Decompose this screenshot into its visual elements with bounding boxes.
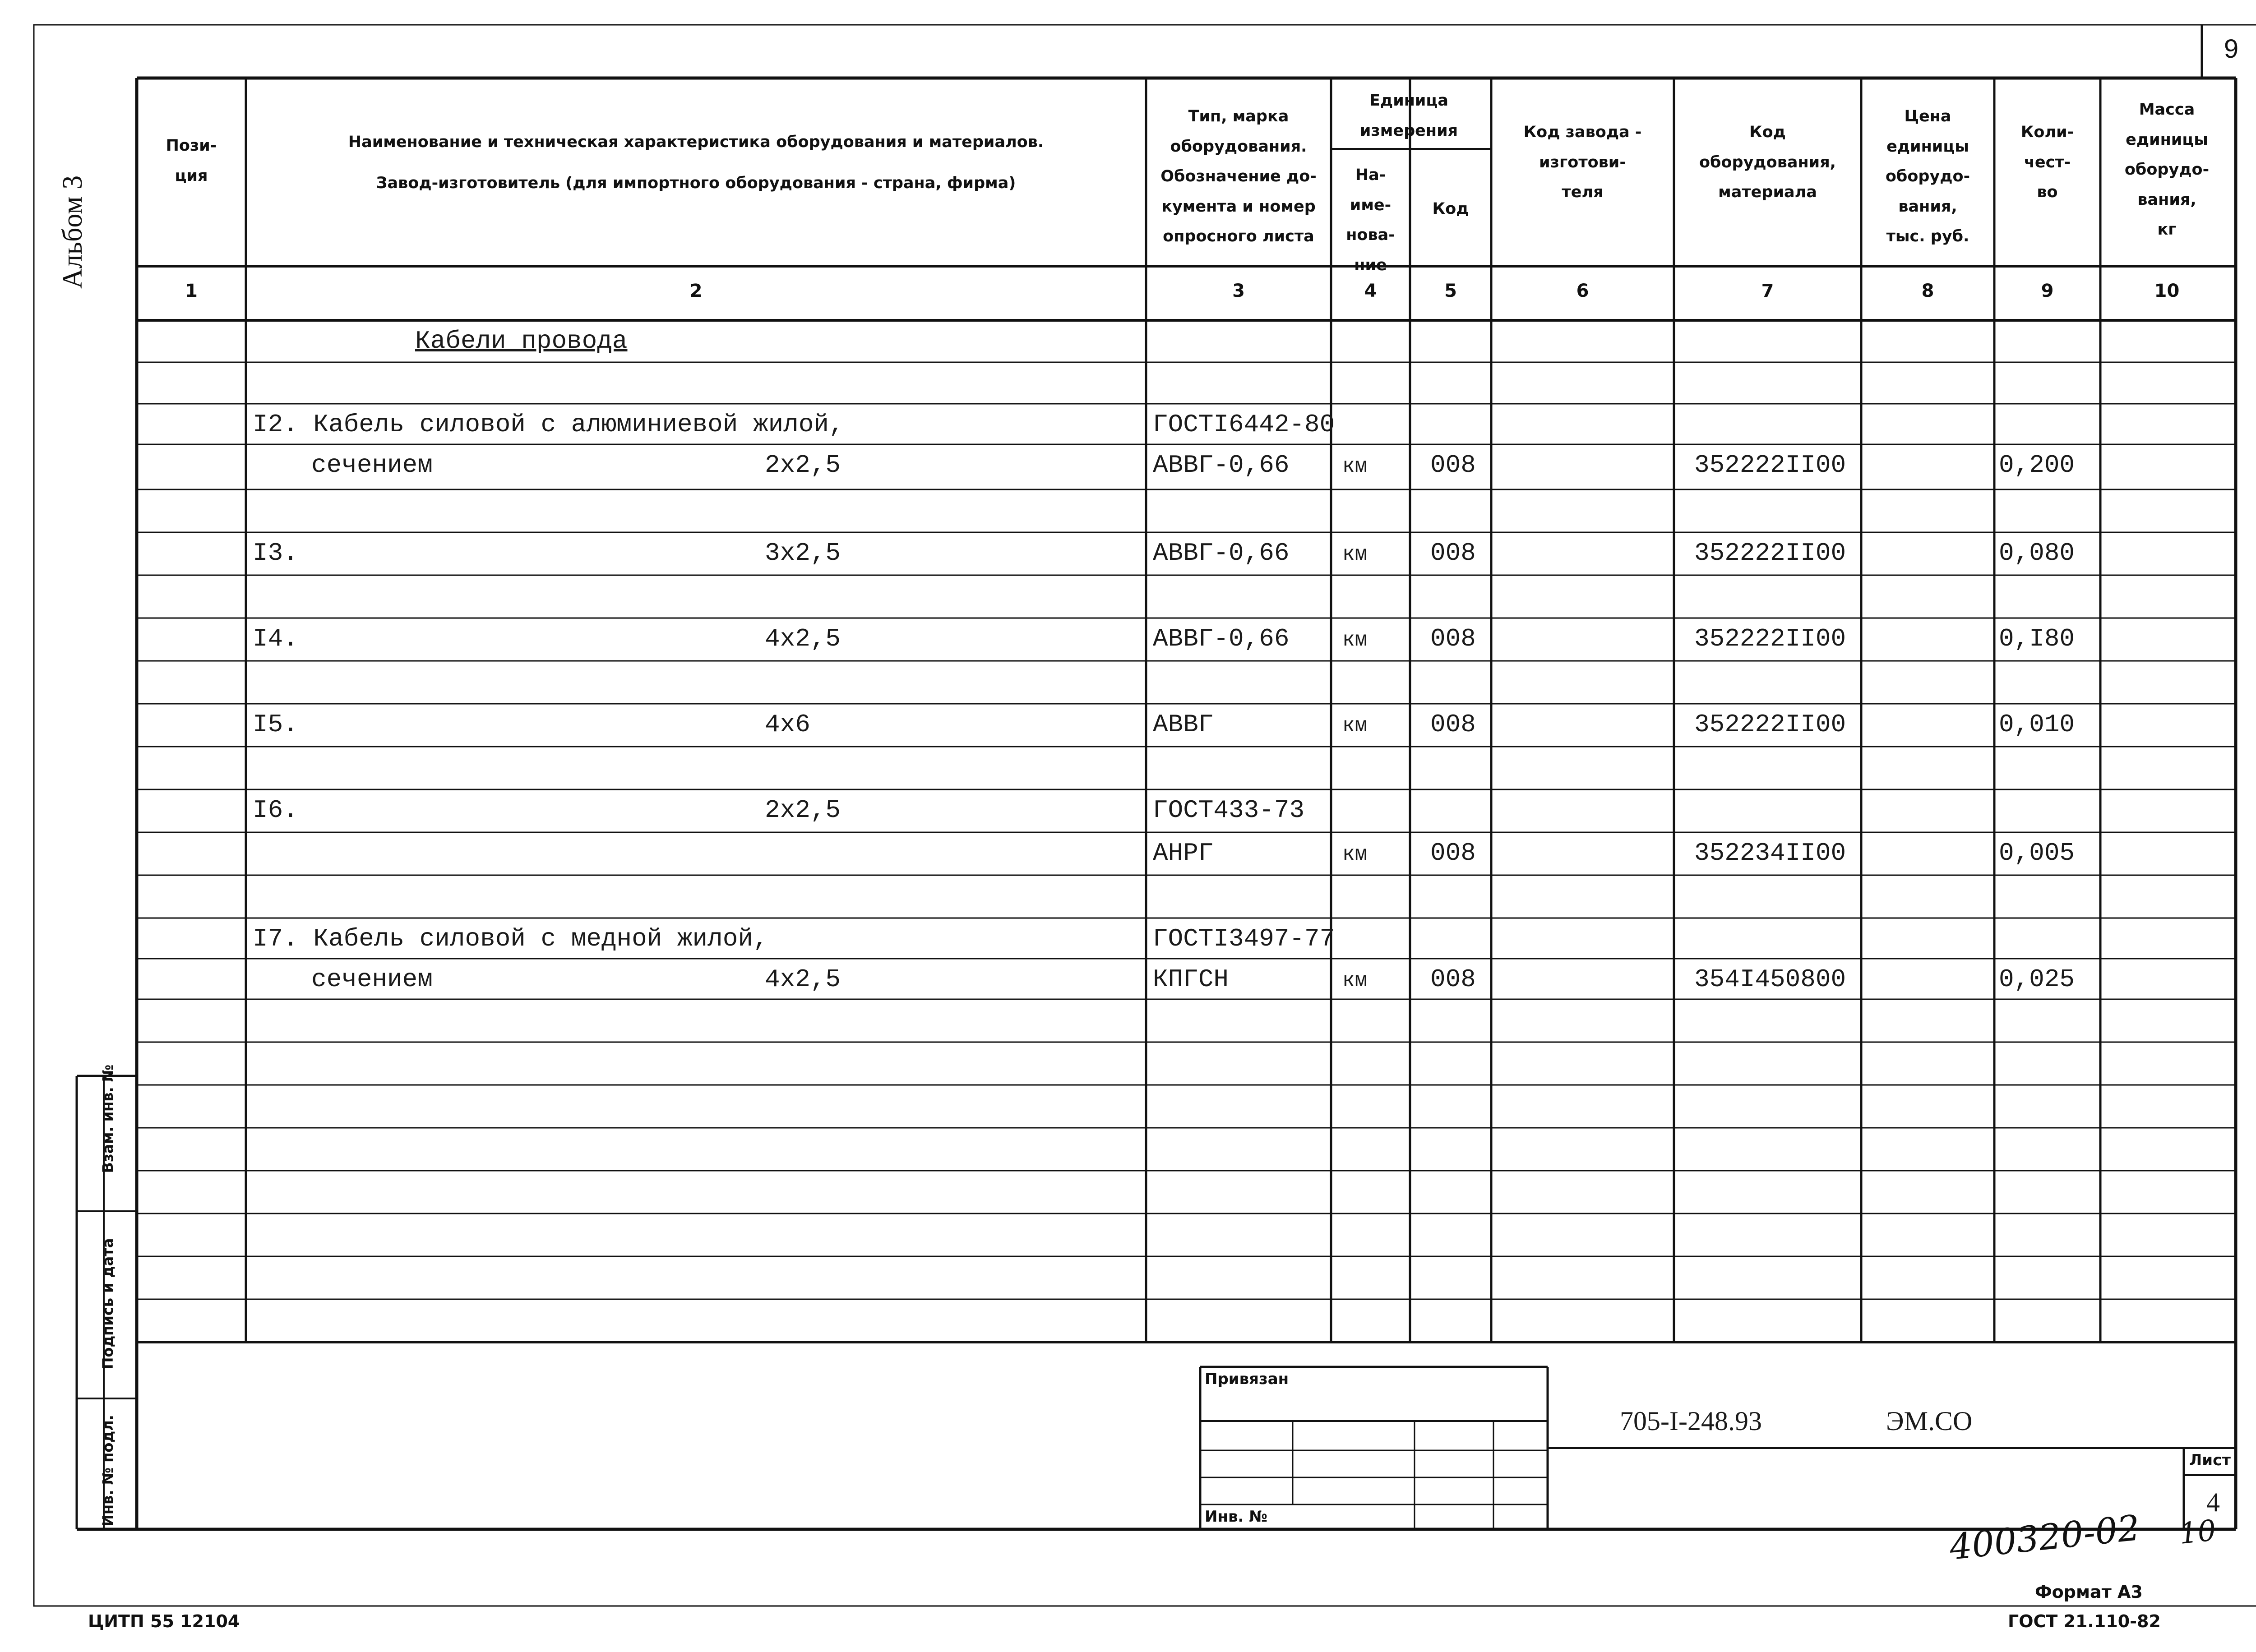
row-name: I5.	[253, 710, 298, 739]
stamp-podpis-data: Подпись и дата	[99, 1238, 116, 1370]
column-number-5: 5	[1444, 281, 1457, 301]
column-header-2: Наименование и техническая характеристика оборудования и материалов. Завод-изготовитель (для импортного оборудования - страна, фирма)	[348, 133, 1044, 192]
row-type: АВВГ-0,66	[1153, 624, 1290, 653]
row-name: сечением	[311, 965, 433, 994]
column-number-2: 2	[689, 281, 703, 301]
row-section: 3х2,5	[765, 539, 841, 568]
row-unit-code: 008	[1430, 451, 1476, 480]
album-label: Альбом 3	[57, 175, 88, 289]
column-header-6: Код завода - изготови- теля	[1523, 123, 1642, 201]
column-number-6: 6	[1576, 281, 1589, 301]
column-header-7: Код оборудования, материала	[1699, 123, 1836, 201]
document-designation: 705-I-248.93	[1620, 1406, 1762, 1436]
row-unit: км	[1342, 628, 1368, 652]
footer-left: ЦИТП 55 12104	[88, 1611, 240, 1631]
row-section: 2х2,5	[765, 796, 841, 825]
column-header-8: Цена единицы оборудо- вания, тыс. руб.	[1885, 107, 1970, 245]
row-material-code: 352222II00	[1694, 539, 1846, 568]
column-header-10: Масса единицы оборудо- вания, кг	[2124, 101, 2210, 239]
column-number-10: 10	[2154, 281, 2180, 301]
row-section: 2х2,5	[765, 451, 841, 480]
row-material-code: 352222II00	[1694, 624, 1846, 653]
row-material-code: 352234II00	[1694, 839, 1846, 868]
row-type: АВВГ	[1153, 710, 1214, 739]
row-section: 4х2,5	[765, 965, 841, 994]
row-unit: км	[1342, 714, 1368, 738]
row-name: I7. Кабель силовой с медной жилой,	[253, 924, 768, 953]
row-unit-code: 008	[1430, 839, 1476, 868]
row-quantity: 0,005	[1999, 839, 2075, 868]
stamp-privyazan: Привязан	[1205, 1370, 1289, 1388]
row-name: Кабели провода	[415, 327, 628, 355]
row-type: ГОСТI6442-80	[1153, 410, 1335, 439]
row-name: I6.	[253, 796, 298, 825]
list-number: 4	[2206, 1487, 2220, 1517]
row-type: КПГСН	[1153, 965, 1229, 994]
row-section: 4х6	[765, 710, 810, 739]
row-type: ГОСТI3497-77	[1153, 924, 1335, 953]
column-header-3: Тип, марка оборудования. Обозначение до- кумента и номер опросного листа	[1160, 107, 1317, 245]
row-quantity: 0,025	[1999, 965, 2075, 994]
column-number-4: 4	[1364, 281, 1377, 301]
row-type: АНРГ	[1153, 839, 1214, 868]
document-code: ЭМ.СО	[1886, 1406, 1973, 1436]
column-number-1: 1	[185, 281, 198, 301]
row-name: сечением	[311, 451, 433, 480]
row-unit-code: 008	[1430, 539, 1476, 568]
stamp-vzam-inv: Взам. инв. №	[99, 1064, 116, 1173]
column-header-1: Пози- ция	[166, 137, 217, 185]
stamp-inv-no: Инв. №	[1205, 1508, 1268, 1526]
handwritten-page: 10	[2177, 1514, 2218, 1551]
unit-group-title: Единица измерения	[1359, 92, 1458, 140]
row-quantity: 0,200	[1999, 451, 2075, 480]
row-unit: км	[1342, 843, 1368, 866]
row-unit: км	[1342, 455, 1368, 478]
sheet-number: 9	[2224, 34, 2239, 64]
row-type: АВВГ-0,66	[1153, 539, 1290, 568]
row-unit: км	[1342, 543, 1368, 566]
row-quantity: 0,010	[1999, 710, 2075, 739]
row-unit-code: 008	[1430, 710, 1476, 739]
column-header-5: Код	[1432, 200, 1469, 218]
column-header-4: На- име- нова- ние	[1346, 166, 1395, 274]
row-name: I4.	[253, 624, 298, 653]
row-quantity: 0,080	[1999, 539, 2075, 568]
row-section: 4х2,5	[765, 624, 841, 653]
format-label: Формат А3	[2035, 1582, 2143, 1602]
column-number-3: 3	[1232, 281, 1245, 301]
list-label: Лист	[2189, 1451, 2231, 1469]
row-unit-code: 008	[1430, 965, 1476, 994]
row-material-code: 352222II00	[1694, 451, 1846, 480]
column-number-7: 7	[1761, 281, 1774, 301]
column-header-9: Коли- чест- во	[2020, 123, 2074, 201]
column-number-9: 9	[2041, 281, 2054, 301]
row-name: I2. Кабель силовой с алюминиевой жилой,	[253, 410, 844, 439]
row-unit: км	[1342, 969, 1368, 992]
footer-right: ГОСТ 21.110-82	[2008, 1611, 2161, 1631]
row-type: ГОСТ433-73	[1153, 796, 1305, 825]
row-unit-code: 008	[1430, 624, 1476, 653]
row-material-code: 354I450800	[1694, 965, 1846, 994]
column-number-8: 8	[1921, 281, 1934, 301]
row-material-code: 352222II00	[1694, 710, 1846, 739]
row-type: АВВГ-0,66	[1153, 451, 1290, 480]
row-quantity: 0,I80	[1999, 624, 2075, 653]
handwritten-number: 400320-02	[1947, 1508, 2142, 1568]
row-name: I3.	[253, 539, 298, 568]
stamp-inv-podl: Инв. № подл.	[99, 1415, 116, 1527]
